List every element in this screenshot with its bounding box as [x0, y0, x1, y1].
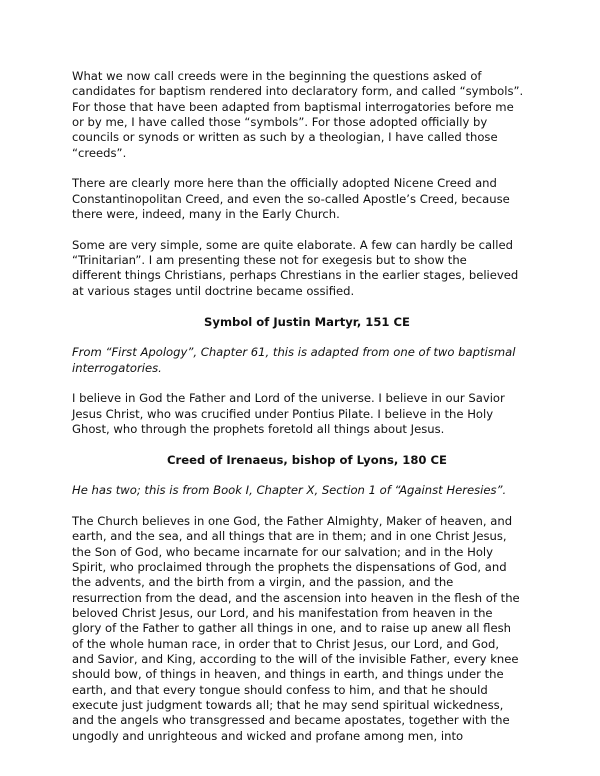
justin-martyr-heading: Symbol of Justin Martyr, 151 CE: [204, 314, 410, 329]
document-page: [72, 69, 542, 759]
intro-paragraph-2: [72, 176, 542, 222]
text-line: or by me, I have called those “symbols”. For those adopted officially by: [72, 115, 488, 130]
text-line: Spirit, who proclaimed through the prophets the dispensations of God, and: [72, 560, 507, 574]
text-line: different things Christians, perhaps Chrestians in the earlier stages, believed: [72, 268, 519, 283]
text-line: Jesus Christ, who was crucified under Pontius Pilate. I believe in the Holy: [72, 406, 494, 421]
text-line: Ghost, who through the prophets foretold all things about Jesus.: [72, 421, 445, 436]
text-line: The Church believes in one God, the Father Almighty, Maker of heaven, and: [72, 513, 513, 528]
text-line: execute just judgment towards all; that he may send spiritual wickedness,: [72, 698, 504, 713]
text-line: What we now call creeds were in the beginning the questions asked of: [72, 69, 482, 83]
text-line: ungodly and unrighteous and wicked and profane among men, into: [72, 728, 464, 743]
justin-martyr-source-note: [72, 345, 542, 376]
text-line: From “First Apology”, Chapter 61, this is adapted from one of two baptismal: [72, 345, 516, 360]
text-line: councils or synods or written as such by a theologian, I have called those: [72, 130, 498, 145]
justin-martyr-symbol-text: [72, 391, 542, 437]
text-line: resurrection from the dead, and the ascension into heaven in the flesh of the: [72, 590, 520, 605]
text-line: and Savior, and King, according to the will of the invisible Father, every knee: [72, 652, 519, 667]
text-line: For those that have been adapted from baptismal interrogatories before me: [72, 99, 514, 114]
irenaeus-source-note: [72, 483, 542, 498]
text-line: He has two; this is from Book I, Chapter X, Section 1 of “Against Heresies”.: [72, 483, 507, 498]
text-line: the Son of God, who became incarnate for our salvation; and in the Holy: [72, 544, 493, 559]
text-line: of the whole human race, in order that to Christ Jesus, our Lord, and God,: [72, 636, 500, 651]
text-line: there were, indeed, many in the Early Church.: [72, 207, 340, 222]
text-line: and the angels who transgressed and became apostates, together with the: [72, 713, 510, 728]
text-line: beloved Christ Jesus, our Lord, and his manifestation from heaven in the: [72, 606, 493, 621]
text-line: earth, and that every tongue should confess to him, and that he should: [72, 682, 488, 697]
text-line: at various stages until doctrine became ossified.: [72, 283, 355, 298]
text-line: Some are very simple, some are quite elaborate. A few can hardly be called: [72, 237, 513, 252]
text-line: glory of the Father to gather all things in one, and to raise up anew all flesh: [72, 621, 511, 636]
text-line: should bow, of things in heaven, and things in earth, and things under the: [72, 667, 504, 682]
irenaeus-heading: Creed of Irenaeus, bishop of Lyons, 180 CE: [167, 452, 447, 467]
text-line: the advents, and the birth from a virgin, and the passion, and the: [72, 575, 454, 590]
text-line: interrogatories.: [72, 360, 162, 375]
text-line: “Trinitarian”. I am presenting these not for exegesis but to show the: [72, 253, 467, 268]
text-line: “creeds”.: [72, 145, 127, 160]
text-line: I believe in God the Father and Lord of the universe. I believe in our Savior: [72, 391, 505, 406]
text-line: candidates for baptism rendered into declaratory form, and called “symbols”.: [72, 84, 524, 99]
intro-paragraph-1: [72, 69, 542, 161]
intro-paragraph-3: [72, 238, 542, 299]
text-line: earth, and the sea, and all things that are in them; and in one Christ Jesus,: [72, 529, 507, 544]
text-line: There are clearly more here than the officially adopted Nicene Creed and: [72, 176, 497, 191]
irenaeus-creed-text: [72, 514, 542, 744]
text-line: Constantinopolitan Creed, and even the so-called Apostle’s Creed, because: [72, 191, 510, 206]
